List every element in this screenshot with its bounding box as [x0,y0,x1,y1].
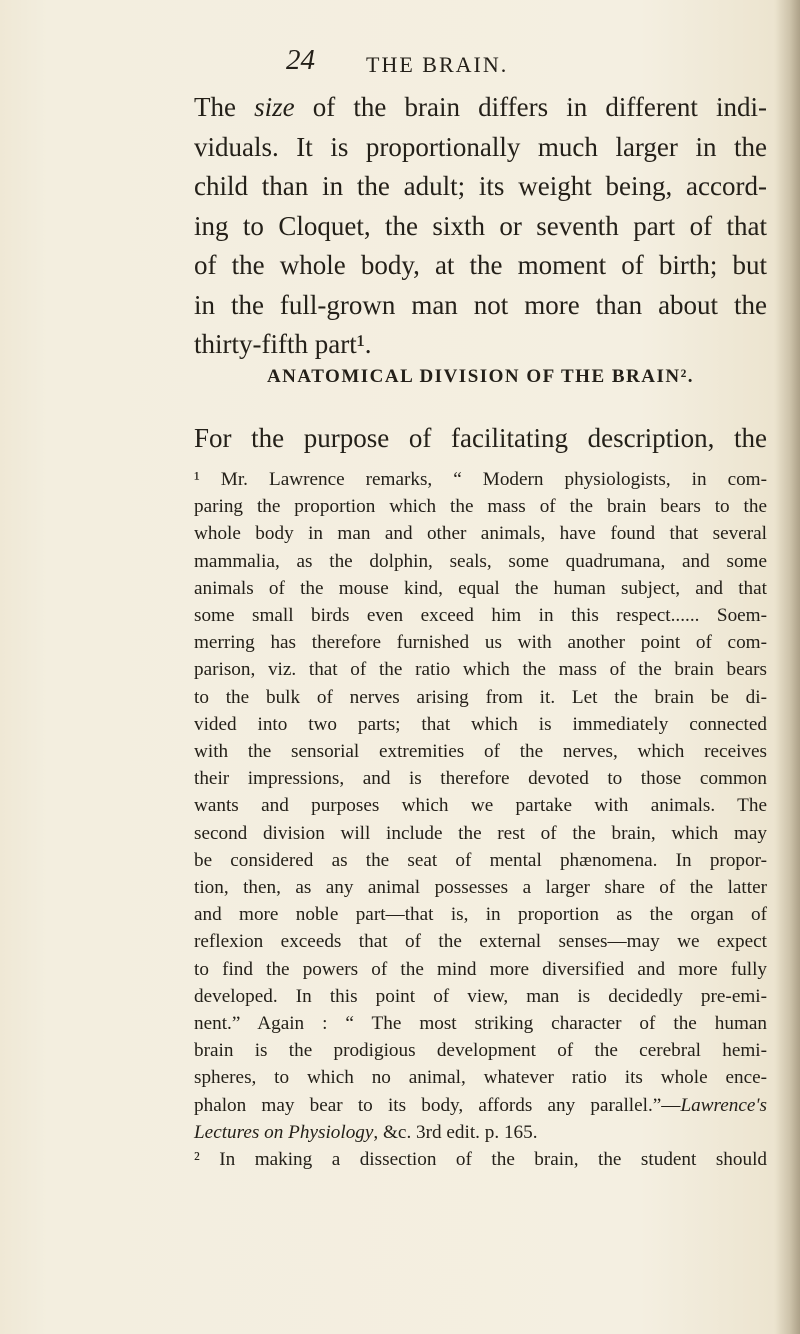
footnote-line: phalon may bear to its body, affords any parallel.”—Lawrence's [194,1094,767,1116]
footnote-line: second division will include the rest of the brain, which may [194,822,767,844]
page-edge-shadow [774,0,800,1334]
footnote-line: reflexion exceeds that of the external senses—may we expect [194,931,767,953]
footnote-line: nent.” Again : “ The most striking character of the human [194,1013,767,1035]
footnote-line: brain is the prodigious development of the cerebral hemi- [194,1040,767,1062]
footnote-line: ² In making a dissection of the brain, the student should [194,1149,767,1171]
section-heading: ANATOMICAL DIVISION OF THE BRAIN². [266,366,695,387]
footnote-line: their impressions, and is therefore devoted to those common [194,768,767,790]
footnote-line: Lectures on Physiology, &c. 3rd edit. p. 165. [194,1121,538,1143]
page-header [0,44,800,84]
body-line: in the full-grown man not more than about the [194,289,767,320]
body-line: thirty-fifth part¹. [194,329,372,359]
footnote-line: paring the proportion which the mass of the brain bears to the [194,496,767,518]
page-number: 24 [286,44,315,76]
footnote-line: some small birds even exceed him in this respect...... Soem- [194,605,767,627]
footnote-line: animals of the mouse kind, equal the human subject, and that [194,577,767,599]
footnote-line: merring has therefore furnished us with another point of com- [194,632,767,654]
section-paragraph [194,420,767,456]
footnote-line: and more noble part—that is, in proportion as the organ of [194,904,767,926]
footnote-line: ¹ Mr. Lawrence remarks, “ Modern physiologists, in com- [194,469,767,490]
footnote-line: to find the powers of the mind more diversified and more fully [194,958,767,980]
body-line: viduals. It is proportionally much larger in the [194,131,767,162]
footnote-line: mammalia, as the dolphin, seals, some quadrumana, and some [194,550,767,572]
footnote-line: vided into two parts; that which is immediately connected [194,713,767,735]
section-first-line: For the purpose of facilitating description, the [194,423,767,453]
footnote-line: with the sensorial extremities of the nerves, which receives [194,741,767,763]
footnote-2 [194,1146,767,1173]
footnote-line: be considered as the seat of mental phænomena. In propor- [194,849,767,871]
footnote-line: tion, then, as any animal possesses a larger share of the latter [194,877,767,899]
running-head: THE BRAIN. [366,52,509,77]
footnote-1 [194,466,767,1146]
body-line: The size of the brain differs in different indi- [194,92,767,122]
footnote-line: to the bulk of nerves arising from it. Let the brain be di- [194,686,767,708]
footnote-line: whole body in man and other animals, have found that several [194,523,767,545]
body-line: child than in the adult; its weight being, accord- [194,171,767,201]
footnote-line: parison, viz. that of the ratio which the mass of the brain bears [194,659,767,681]
footnote-line: wants and purposes which we partake with animals. The [194,795,767,817]
body-line: ing to Cloquet, the sixth or seventh part of that [194,210,767,241]
footnote-line: developed. In this point of view, man is decidedly pre-emi- [194,985,767,1007]
footnotes [194,466,767,1173]
main-paragraph [194,88,767,365]
footnote-line: spheres, to which no animal, whatever ratio its whole ence- [194,1067,767,1089]
body-line: of the whole body, at the moment of birth; but [194,250,767,280]
